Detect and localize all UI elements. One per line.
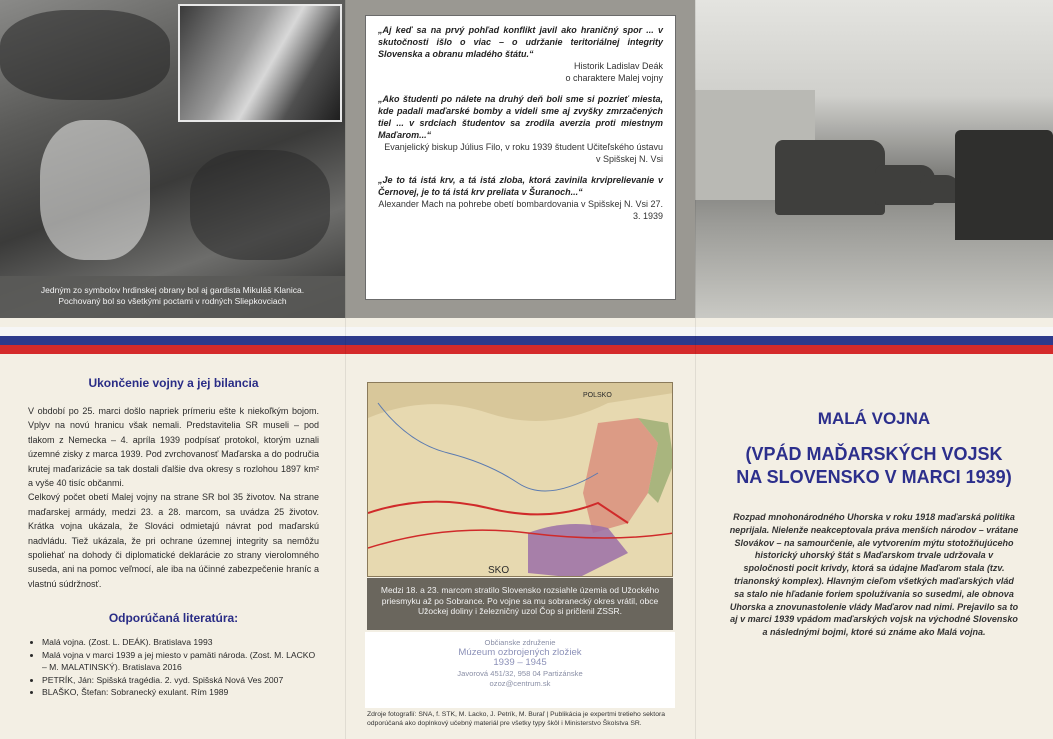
association-name: Múzeum ozbrojených zložiek xyxy=(458,647,582,659)
map-graphic xyxy=(368,383,673,577)
map-caption: Medzi 18. a 23. marcom stratilo Slovensko rozsiahle územia od Užockého priesmyku až po Sobrance. Po vojne sa mu sobranecký okres vrátil, obce Užockej doliny i železničný uzol Čop si pričlenil ZSSR. xyxy=(367,578,673,630)
funeral-photo xyxy=(0,0,345,318)
crowd-shape xyxy=(955,130,1053,240)
quote-text: „Aj keď sa na prvý pohľad konflikt javil ako hraničný spor ... v skutočnosti išlo o viac – o udržanie teritoriálnej integrity Slovenska a obranu mladého štátu.“ xyxy=(378,25,663,59)
quotes-panel xyxy=(345,0,695,318)
literature-item: • PETRÍK, Ján: Spišská tragédia. 2. vyd. Spišská Nová Ves 2007 xyxy=(42,674,319,686)
association-address: Javorová 451/32, 958 04 Partizánske xyxy=(457,668,583,678)
fold-line xyxy=(345,0,346,739)
map-north-region xyxy=(368,383,673,421)
association-email[interactable]: ozoz@centrum.sk xyxy=(489,678,551,688)
funeral-caption xyxy=(0,276,345,318)
quote-attribution xyxy=(378,60,663,84)
armored-car-shape xyxy=(920,175,960,203)
flag-blue-stripe xyxy=(0,336,1053,345)
flag-white-stripe xyxy=(0,327,1053,336)
association-years: 1939 – 1945 xyxy=(493,657,547,669)
map-border-line xyxy=(368,530,673,548)
historical-map xyxy=(367,382,673,577)
funeral-caption-line1: Jedným zo symbolov hrdinskej obrany bol aj gardista Mikuláš Klanica. xyxy=(40,285,305,295)
left-column xyxy=(0,354,345,739)
literature-heading: Odporúčaná literatúra: xyxy=(108,611,239,626)
middle-column xyxy=(345,354,695,739)
map-label: SKO xyxy=(488,565,510,576)
literature-item: • Malá vojna v marci 1939 a jej miesto v pamäti národa. (Zost. M. LACKO – M. MALATINSKÝ). Bratislava 2016 xyxy=(42,649,319,674)
funeral-caption-line2: Pochovaný bol so všetkými poctami v rodných Sliepkovciach xyxy=(58,296,287,306)
quotes-box xyxy=(365,15,676,300)
armored-cars-photo xyxy=(695,0,1053,318)
subtitle-line: NA SLOVENSKO V MARCI 1939) xyxy=(736,467,1012,487)
main-title: MALÁ VOJNA xyxy=(817,409,931,428)
coffin-shape xyxy=(40,120,150,260)
attribution-line: o charaktere Malej vojny xyxy=(565,73,663,83)
literature-list xyxy=(28,636,319,698)
intro-paragraph: Rozpad mnohonárodného Uhorska v roku 1918 maďarská politika neprijala. Nielenže neakceptovala práva menších národov – vrátane Slovákov – na samourčenie, ale vytvorením mýtu stotožňujúceho historický uhorský štát s Maďarskom trvale udržovala v spoločnosti pocit krivdy, ktorá sa údajne Maďarom stala (tzv. trianonský komplex). Hlavným cieľom všetkých maďarských vlád sa stalo nie hľadanie foriem spolužívania so susedmi, ale obnova Uhorska a znovunastolenie vlády Maďarov nad nimi. Prejavilo sa to aj v marci 1939 vpádom maďarských vojsk na východné Slovensko a následnými bojmi, ktoré sú známe ako Malá vojna. xyxy=(729,512,1019,638)
photo-credits: Zdroje fotografií: SNA, f. STK, M. Lacko, J. Petrík, M. Buraľ | Publikácia je expertmi tretieho sektora odporúčaná ako doplnkový učebný materiál pre všetky typy škôl i Ministerstvo Školstva SR. xyxy=(367,711,666,727)
quote-attribution: Alexander Mach na pohrebe obetí bombardovania v Spišskej N. Vsi 27. 3. 1939 xyxy=(378,199,663,221)
fold-line xyxy=(695,0,696,739)
map-purple-region xyxy=(528,524,628,577)
armored-car-shape xyxy=(775,140,885,215)
subtitle xyxy=(695,443,1053,489)
quote-text: „Je to tá istá krv, a tá istá zloba, ktorá zavinila krviprelievanie v Černovej, je to tá istá krv preliata v Šuranoch...“ xyxy=(378,175,663,197)
literature-item: • Malá vojna. (Zost. L. DEÁK). Bratislava 1993 xyxy=(42,636,319,648)
map-label: POLSKO xyxy=(583,392,612,399)
flag-stripes xyxy=(0,327,1053,354)
subtitle-line: (VPÁD MAĎARSKÝCH VOJSK xyxy=(745,444,1003,464)
crowd-shape xyxy=(0,10,170,100)
quote-text: „Ako študenti po nálete na druhý deň boli sme si pozrieť miesta, kde padali maďarské bomby a videli sme aj zvyšky zmrzačených tiel ... v srdciach študentov sa zrodila averzia proti miestnym Maďarom...“ xyxy=(378,94,663,140)
section-heading: Ukončenie vojny a jej bilancia xyxy=(88,376,259,390)
flag-red-stripe xyxy=(0,345,1053,354)
association-box xyxy=(365,632,675,708)
inset-portrait-photo xyxy=(178,4,342,122)
soldiers-shape xyxy=(190,150,330,260)
association-type: Občianske združenie xyxy=(484,638,556,647)
right-column xyxy=(695,354,1053,739)
paragraph: V období po 25. marci došlo napriek prímeriu ešte k niekoľkým bojom. Vplyv na novú hranicu však nemali. Predstavitelia SR museli – pod tlakom z Nemecka – 4. apríla 1939 podpísať protokol, ktorým uznali územné zisky z marca 1939. Pod zvrchovanosť Maďarska a do područia krutej maďarizácie sa tak dostali ďalšie dva okresy s rozlohou 1897 km² a vyše 40 tisíc občanmi. xyxy=(28,406,319,489)
attribution-line: Historik Ladislav Deák xyxy=(573,61,663,71)
literature-item: • BLAŠKO, Štefan: Sobranecký exulant. Rím 1989 xyxy=(42,686,319,698)
paragraph: Celkový počet obetí Malej vojny na strane SR bol 35 životov. Na strane maďarskej armády, medzi 23. a 28. marcom, sa uvádza 25 životov. Krátka vojna ukázala, že Slováci odmietajú návrat pod maďarskú nadvládu. Tiež ukázala, že pri ochrane územnej integrity sa nemôžu spoliehať na dohody či diplomatické deklarácie zo strany vierolomného suseda, ani na pomoc veľmocí, ale iba na účinné zabezpečenie hraníc a vlastnú súdržnosť. xyxy=(28,492,319,589)
quote-attribution: Evanjelický biskup Július Filo, v roku 1939 študent Učiteľského ústavu v Spišskej N. Vsi xyxy=(384,142,663,164)
